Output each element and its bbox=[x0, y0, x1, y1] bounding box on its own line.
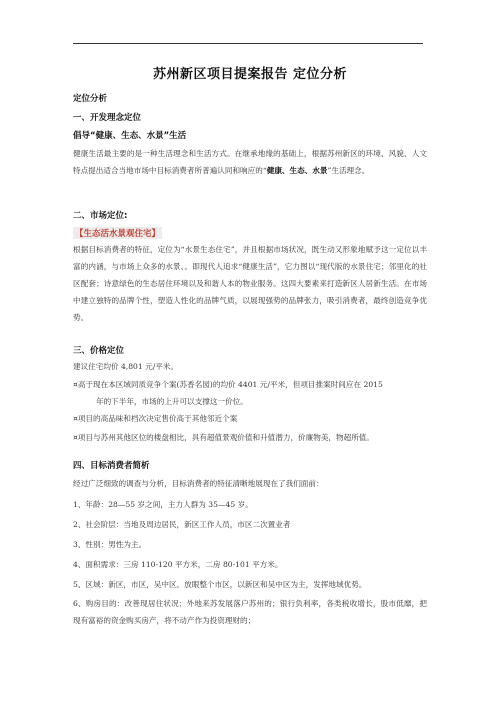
price-bullet-1 bbox=[73, 376, 427, 410]
price-bullet-2-text: 项目的高品味和档次决定售价高于其他邻近个案 bbox=[77, 414, 238, 423]
section-1-body-prefix: 健康生活最主要的是一种生活理念和生活方式。在继承地缘的基础上，根据苏州新区的环境、风貌、人文特点提出适合当地市场中目标消费者所普遍认同和响应的“ bbox=[73, 149, 427, 175]
subtitle: 定位分析 bbox=[73, 94, 108, 104]
price-bullet-1-line-a: 高于现在本区域同质竞争个案(苏香名园)的均价 4401 元/平米，但项目推案时间应在 2015 bbox=[77, 380, 383, 389]
section-3-heading: 三、价格定位 bbox=[73, 346, 125, 356]
section-1-body bbox=[73, 145, 427, 179]
list-item: 3、性别：男性为主。 bbox=[73, 540, 147, 549]
bullet-icon: ¤ bbox=[73, 433, 78, 442]
section-1-body-suffix: ”生活理念。 bbox=[327, 166, 370, 175]
price-bullet-1-line-b: 年的下半年，市场的上升可以支撑这一价位。 bbox=[96, 397, 248, 406]
section-2-highlight-row bbox=[73, 227, 162, 239]
bullet-icon: ¤ bbox=[73, 414, 78, 423]
list-item: 4、面积需求：三房 110-120 平方米，二房 80-101 平方米。 bbox=[73, 560, 283, 569]
list-item: 2、社会阶层：当地及周边居民，新区工作人员，市区二次置业者 bbox=[73, 520, 291, 529]
section-2-body: 根据目标消费者的特征，定位为“水景生态住宅”，并且根据市场状况，既生动又形象地赋予这一定位以丰富的内涵，与市场上众多的水景、。即现代人追求“健康生活”，它力图以“现代版的水景住宅；邻里化的社区配套；诗意绿色的生态居住环境以及和谐人本的物业服务。这四大要素来打造新区人居新生活。在市场中建立独特的品牌个性，塑造人性化的品牌气质，以展现强势的品牌张力，吸引消费者，最终创造竞争优势。 bbox=[73, 245, 427, 322]
section-2-heading: 二、市场定位: bbox=[73, 211, 128, 221]
list-item: 1、年龄：28—55 岁之间，主力人群为 35—45 岁。 bbox=[73, 500, 253, 509]
section-1-body-bold: 健康、生态、水景 bbox=[266, 166, 328, 175]
section-2-highlight: 【生态活水景观住宅】 bbox=[75, 229, 161, 239]
list-item-6: 6、购房目的：改善现居住状况；外地来苏发展落户苏州的；银行负利率，各类税收增长，股市低靡，把现有富裕的资金购买房产，将不动产作为投资理财的； bbox=[73, 599, 427, 625]
header-rule bbox=[73, 43, 423, 44]
list-item: 5、区域：新区，市区，吴中区。放眼整个市区，以新区和吴中区为主，发挥地域优势。 bbox=[73, 580, 367, 589]
section-4-heading: 四、目标消费者简析 bbox=[73, 461, 150, 471]
section-4-intro: 经过广泛细致的调查与分析，目标消费者的特征清晰地展现在了我们面前： bbox=[73, 479, 324, 488]
page-title: 苏州新区项目提案报告 定位分析 bbox=[152, 67, 348, 82]
price-bullet-3-text: 项目与苏州其他区位的楼盘相比，具有超值景观价值和升值潜力，价廉物美，物超所值。 bbox=[77, 433, 374, 442]
bullet-icon: ¤ bbox=[73, 380, 78, 389]
section-1-heading: 一、开发理念定位 bbox=[73, 113, 142, 123]
price-bullet-3 bbox=[73, 429, 427, 446]
price-bullet-2 bbox=[73, 410, 427, 427]
section-1-slogan: 倡导“健康、生态、水景”生活 bbox=[73, 131, 187, 141]
price-suggestion: 建议住宅均价 4,801 元/平米。 bbox=[73, 362, 179, 371]
